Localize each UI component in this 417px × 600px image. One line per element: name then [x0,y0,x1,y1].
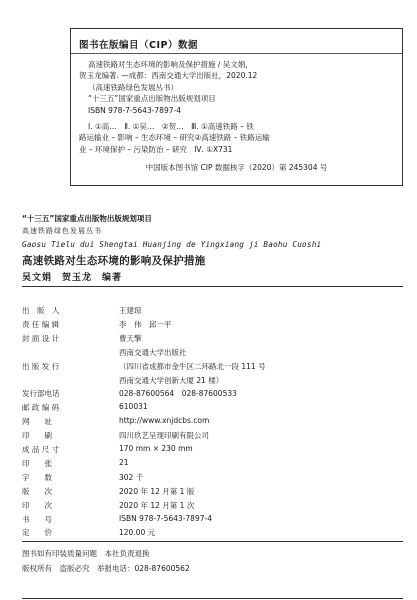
cip-body [79,59,396,155]
cip-line: 高速铁路对生态环境的影响及保护措施 / 吴文娟， [88,60,253,69]
imprint-value: http://www.xnjdcbs.com [119,416,210,426]
imprint-value: 120.00 元 [119,528,156,538]
imprint-label: 定 价 [22,528,52,538]
imprint-label: 责 任 编 辑 [22,319,60,329]
notice-divider [22,541,403,542]
cip-data-box [70,28,403,186]
imprint-label: 印 次 [22,500,52,510]
imprint-value: 四川玖艺呈现印刷有限公司 [119,431,209,441]
cip-line: ISBN 978-7-5643-7897-4 [88,105,181,115]
imprint-label: 邮 政 编 码 [22,403,60,413]
imprint-value: 2020 年 12 月第 1 版 [119,486,195,496]
imprint-label: 成 品 尺 寸 [22,445,60,454]
copyright-notice: 版权所有 盗版必究 举报电话：028-87600562 [22,564,190,573]
imprint-label: 封 面 设 计 [22,333,60,343]
cip-line: 业 – 环境保护 – 污染防治 – 研究 Ⅳ. ①X731 [79,144,233,154]
imprint-value: 610031 [119,402,148,412]
imprint-value: 028-87600564 028-87600533 [119,389,237,399]
imprint-label: 发行部电话 [22,389,60,399]
imprint-value: 西南交通大学出版社 [119,347,187,357]
imprint-value: 西南交通大学创新大厦 21 楼） [119,375,224,385]
imprint-value: （四川省成都市金牛区二环路北一段 111 号 [119,361,266,371]
series-project: “十三五”国家重点出版物出版规划项目 [22,214,152,223]
bottom-divider [22,598,403,599]
imprint-label: 网 址 [22,417,52,427]
cip-title-divider [71,53,402,54]
cip-line: Ⅰ. ①高… Ⅱ. ①吴… ②贺… Ⅲ. ①高速铁路 – 铁 [88,122,254,132]
imprint-label: 印 刷 [22,431,52,441]
book-title: 高速铁路对生态环境的影响及保护措施 [22,255,206,267]
imprint-label: 出 版 发 行 [22,361,60,371]
cip-line: （高速铁路绿色发展丛书） [88,82,178,92]
quality-notice: 图书如有印装质量问题 本社负责退换 [22,549,150,558]
imprint-value: 王建琼 [119,306,142,315]
imprint-label: 出 版 人 [22,306,60,315]
cip-line: 贺玉龙编著. —成都：西南交通大学出版社，2020.12 [79,71,258,81]
authors: 吴文娟 贺玉龙 编著 [22,273,123,283]
imprint-value: 170 mm × 230 mm [119,444,193,453]
series-name: 高速铁路绿色发展丛书 [22,227,102,235]
imprint-value: 李 伟 邱一平 [119,319,172,329]
imprint-value: ISBN 978-7-5643-7897-4 [119,513,212,523]
imprint-value: 21 [119,457,129,467]
imprint-label: 版 次 [22,486,52,496]
cip-footer: 中国版本图书馆 CIP 数据核字（2020）第 245304 号 [145,163,328,172]
cip-title: 图书在版编目（CIP）数据 [79,40,198,51]
imprint-label: 书 号 [22,514,52,524]
cip-line: “十三五”国家重点出版物出版规划项目 [88,94,216,104]
imprint-value: 曹天擎 [119,333,142,343]
imprint-label: 字 数 [22,472,52,482]
imprint-label: 印 张 [22,458,52,468]
imprint-value: 302 千 [119,472,144,482]
pinyin-title: Gaosu Tielu dui Shengtai Huanjing de Yingxiang ji Baohu Cuoshi [22,240,322,249]
authors-divider [22,286,403,287]
cip-line: 路运输业 – 影响 – 生态环境 – 研究②高速铁路 – 铁路运输 [79,133,270,143]
imprint-value: 2020 年 12 月第 1 次 [119,500,195,510]
